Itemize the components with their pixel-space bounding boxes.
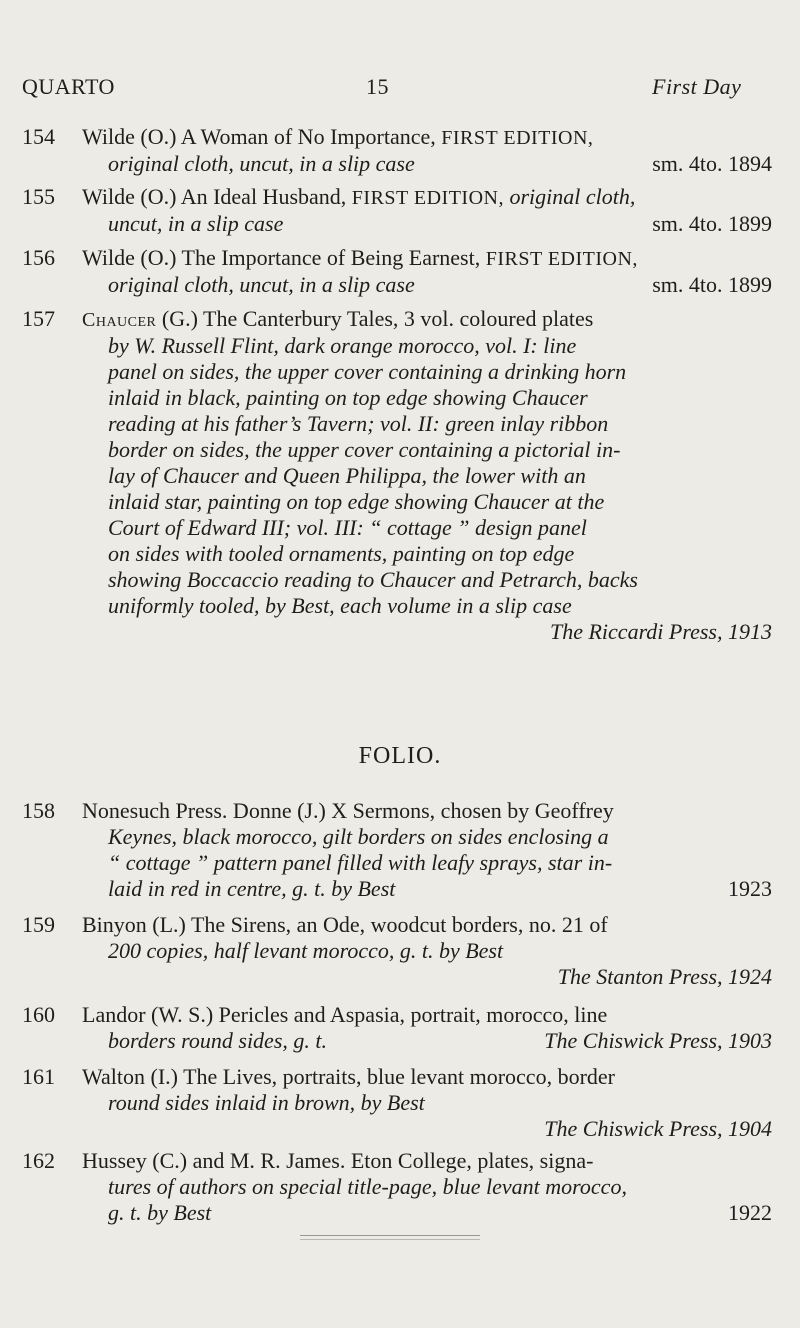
lot-description bbox=[82, 124, 772, 177]
description-line: border on sides, the upper cover containing a pictorial in- bbox=[108, 437, 621, 462]
page-number: 15 bbox=[366, 74, 389, 99]
lot-description bbox=[82, 184, 772, 237]
binding-note: original cloth, uncut, in a slip case bbox=[108, 151, 415, 176]
edition-note: FIRST EDITION, bbox=[485, 248, 638, 270]
binding-note: uncut, in a slip case bbox=[108, 211, 284, 236]
lot-title: Wilde (O.) The Importance of Being Earnest, bbox=[82, 245, 486, 270]
description-line: g. t. by Best bbox=[108, 1200, 212, 1225]
date: 1923 bbox=[728, 876, 772, 901]
description-line: round sides inlaid in brown, by Best bbox=[108, 1090, 425, 1115]
description-line: uniformly tooled, by Best, each volume in a slip case bbox=[108, 593, 572, 618]
lot-title: Hussey (C.) and M. R. James. Eton College, plates, signa- bbox=[82, 1148, 594, 1173]
lot-title: Nonesuch Press. Donne (J.) X Sermons, chosen by Geoffrey bbox=[82, 798, 614, 823]
description-line: Court of Edward III; vol. III: “ cottage ” design panel bbox=[108, 515, 587, 540]
lot-title: Binyon (L.) The Sirens, an Ode, woodcut borders, no. 21 of bbox=[82, 912, 608, 937]
description-line: by W. Russell Flint, dark orange morocco, vol. I: line bbox=[108, 333, 577, 358]
press-imprint: The Riccardi Press, 1913 bbox=[549, 619, 772, 644]
lot-number: 161 bbox=[22, 1064, 55, 1089]
lot-title: Walton (I.) The Lives, portraits, blue levant morocco, border bbox=[82, 1064, 615, 1089]
description-line: 200 copies, half levant morocco, g. t. by Best bbox=[108, 938, 504, 963]
format-date: sm. 4to. 1894 bbox=[652, 151, 772, 176]
lot-title: Wilde (O.) A Woman of No Importance, bbox=[82, 124, 442, 149]
binding-note: original cloth, bbox=[503, 184, 636, 209]
press-imprint: The Chiswick Press, 1904 bbox=[544, 1116, 772, 1141]
description-line: inlaid in black, painting on top edge showing Chaucer bbox=[108, 385, 588, 410]
description-line: borders round sides, g. t. bbox=[108, 1028, 327, 1053]
lot-number: 155 bbox=[22, 184, 55, 209]
lot-number: 154 bbox=[22, 124, 55, 149]
lot-description bbox=[82, 306, 772, 645]
lot-number: 162 bbox=[22, 1148, 55, 1173]
lot-number: 156 bbox=[22, 245, 55, 270]
lot-number: 158 bbox=[22, 798, 55, 823]
running-header bbox=[0, 74, 800, 104]
lot-title: Wilde (O.) An Ideal Husband, bbox=[82, 184, 352, 209]
press-imprint: The Chiswick Press, 1903 bbox=[544, 1028, 772, 1053]
description-line: laid in red in centre, g. t. by Best bbox=[108, 876, 396, 901]
lot-description bbox=[82, 798, 772, 902]
lot-description bbox=[82, 912, 772, 990]
description-line: Keynes, black morocco, gilt borders on sides enclosing a bbox=[108, 824, 609, 849]
section-heading-folio: FOLIO. bbox=[358, 743, 442, 769]
description-line: “ cottage ” pattern panel filled with leafy sprays, star in- bbox=[108, 850, 613, 875]
lot-number: 157 bbox=[22, 306, 55, 331]
description-line: inlaid star, painting on top edge showing Chaucer at the bbox=[108, 489, 605, 514]
edition-note: FIRST EDITION, bbox=[351, 187, 504, 209]
press-imprint: The Stanton Press, 1924 bbox=[557, 964, 772, 989]
lot-description bbox=[82, 1002, 772, 1054]
lot-description bbox=[82, 1148, 772, 1226]
header-format: QUARTO bbox=[22, 74, 115, 99]
binding-note: original cloth, uncut, in a slip case bbox=[108, 272, 415, 297]
description-line: panel on sides, the upper cover containing a drinking horn bbox=[108, 359, 627, 384]
lot-number: 159 bbox=[22, 912, 55, 937]
lot-number: 160 bbox=[22, 1002, 55, 1027]
lot-title: (G.) The Canterbury Tales, 3 vol. coloured plates bbox=[156, 306, 594, 331]
description-line: on sides with tooled ornaments, painting on top edge bbox=[108, 541, 575, 566]
edition-note: FIRST EDITION, bbox=[441, 127, 594, 149]
header-sale-day: First Day bbox=[652, 74, 742, 99]
section-divider-rule bbox=[300, 1235, 480, 1240]
author-name: Chaucer bbox=[82, 309, 157, 331]
format-date: sm. 4to. 1899 bbox=[652, 211, 772, 236]
description-line: showing Boccaccio reading to Chaucer and Petrarch, backs bbox=[108, 567, 638, 592]
lot-title: Landor (W. S.) Pericles and Aspasia, portrait, morocco, line bbox=[82, 1002, 608, 1027]
lot-description bbox=[82, 245, 772, 298]
lot-description bbox=[82, 1064, 772, 1142]
description-line: tures of authors on special title-page, blue levant morocco, bbox=[108, 1174, 627, 1199]
description-line: reading at his father’s Tavern; vol. II: green inlay ribbon bbox=[108, 411, 609, 436]
date: 1922 bbox=[728, 1200, 772, 1225]
description-line: lay of Chaucer and Queen Philippa, the lower with an bbox=[108, 463, 586, 488]
format-date: sm. 4to. 1899 bbox=[652, 272, 772, 297]
